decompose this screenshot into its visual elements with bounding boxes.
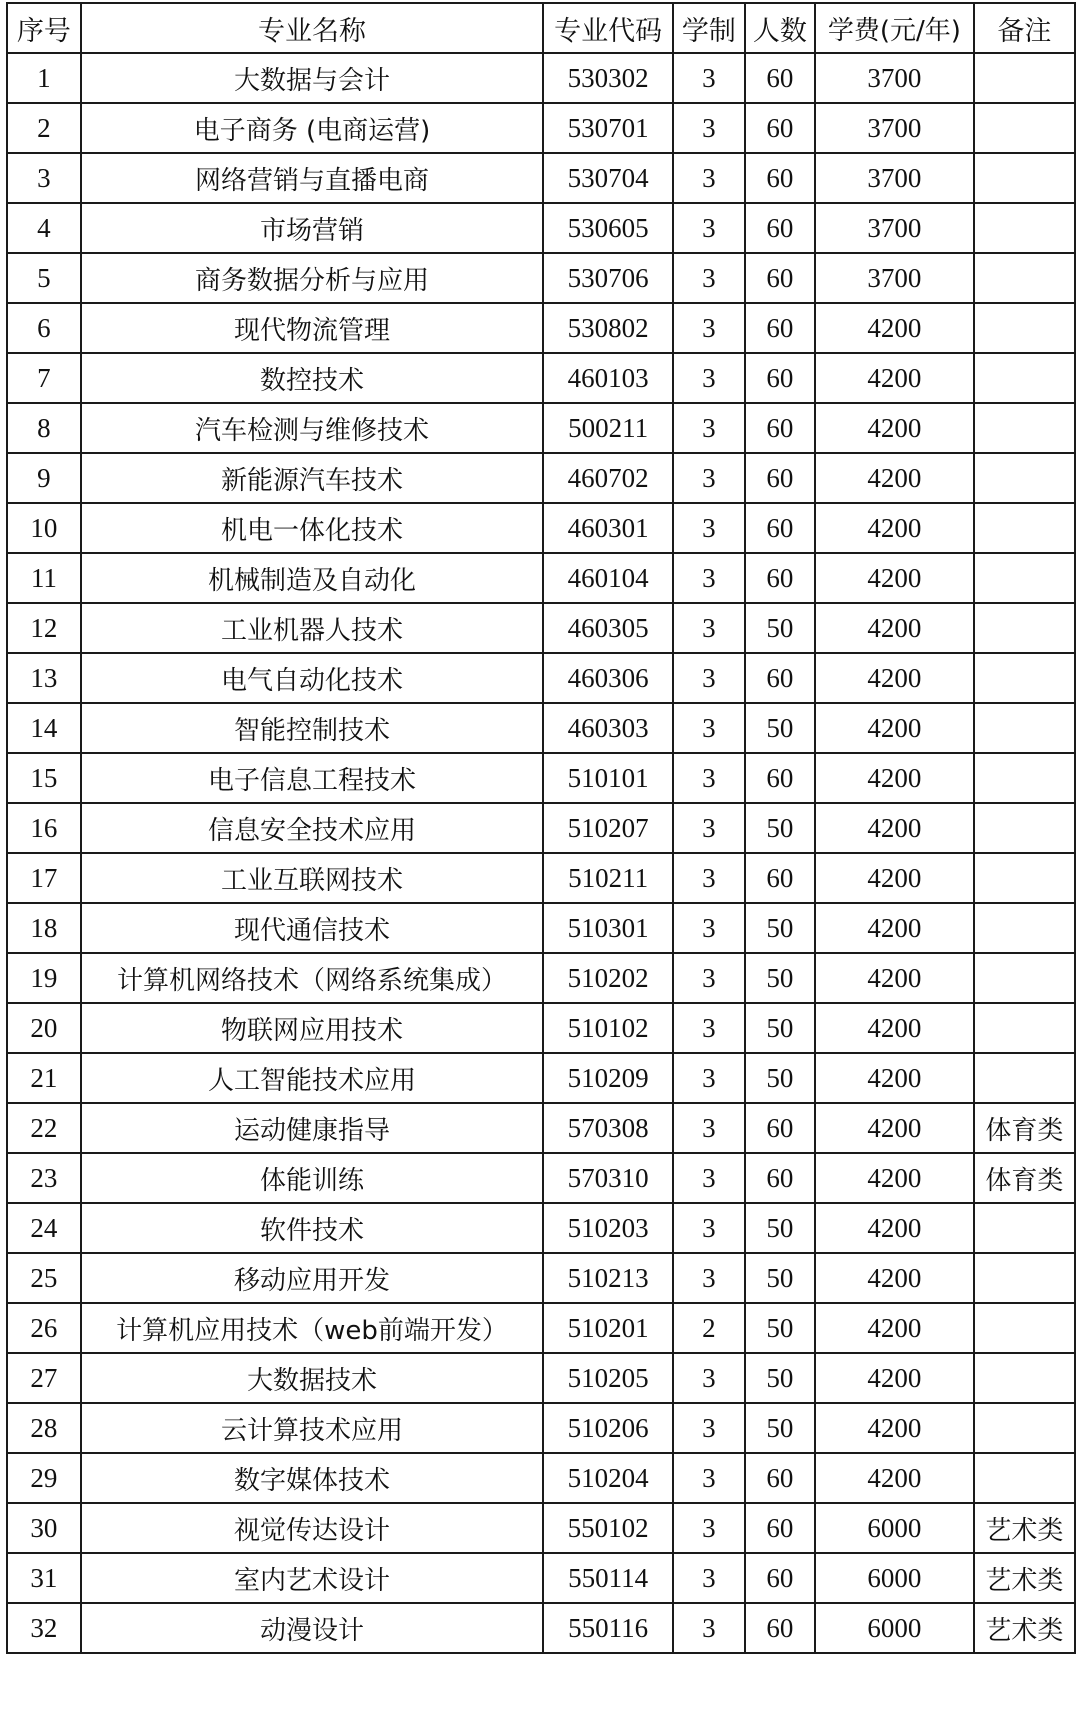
row-index: 3 <box>7 153 81 203</box>
header-major-code: 专业代码 <box>543 3 673 53</box>
tuition-fee: 4200 <box>815 1003 974 1053</box>
header-index: 序号 <box>7 3 81 53</box>
major-code: 570308 <box>543 1103 673 1153</box>
table-row <box>7 403 1075 453</box>
duration-years: 3 <box>673 703 745 753</box>
duration-years: 3 <box>673 503 745 553</box>
major-code: 510206 <box>543 1403 673 1453</box>
major-name: 运动健康指导 <box>81 1103 543 1153</box>
row-index: 15 <box>7 753 81 803</box>
tuition-fee: 4200 <box>815 1103 974 1153</box>
remarks <box>974 853 1075 903</box>
tuition-fee: 4200 <box>815 1353 974 1403</box>
table-row <box>7 1003 1075 1053</box>
duration-years: 2 <box>673 1303 745 1353</box>
major-code: 550116 <box>543 1603 673 1653</box>
table-row <box>7 853 1075 903</box>
remarks: 艺术类 <box>974 1503 1075 1553</box>
tuition-fee: 4200 <box>815 1453 974 1503</box>
tuition-fee: 3700 <box>815 153 974 203</box>
major-code: 460103 <box>543 353 673 403</box>
major-code: 510203 <box>543 1203 673 1253</box>
enrollment-quota: 60 <box>745 753 815 803</box>
major-code: 530701 <box>543 103 673 153</box>
tuition-fee: 4200 <box>815 1253 974 1303</box>
major-name: 智能控制技术 <box>81 703 543 753</box>
duration-years: 3 <box>673 403 745 453</box>
major-code: 530802 <box>543 303 673 353</box>
remarks <box>974 103 1075 153</box>
remarks <box>974 403 1075 453</box>
enrollment-quota: 50 <box>745 953 815 1003</box>
table-row <box>7 653 1075 703</box>
remarks <box>974 1303 1075 1353</box>
tuition-fee: 4200 <box>815 853 974 903</box>
duration-years: 3 <box>673 1603 745 1653</box>
row-index: 29 <box>7 1453 81 1503</box>
tuition-fee: 4200 <box>815 603 974 653</box>
row-index: 30 <box>7 1503 81 1553</box>
enrollment-quota: 60 <box>745 53 815 103</box>
row-index: 19 <box>7 953 81 1003</box>
tuition-fee: 4200 <box>815 403 974 453</box>
tuition-fee: 4200 <box>815 1303 974 1353</box>
remarks <box>974 753 1075 803</box>
duration-years: 3 <box>673 53 745 103</box>
duration-years: 3 <box>673 1453 745 1503</box>
remarks <box>974 703 1075 753</box>
enrollment-quota: 50 <box>745 1353 815 1403</box>
table-row <box>7 503 1075 553</box>
table-row <box>7 1253 1075 1303</box>
major-name: 机械制造及自动化 <box>81 553 543 603</box>
tuition-fee: 4200 <box>815 503 974 553</box>
duration-years: 3 <box>673 153 745 203</box>
table-row <box>7 1603 1075 1653</box>
header-duration: 学制 <box>673 3 745 53</box>
table-row <box>7 803 1075 853</box>
duration-years: 3 <box>673 103 745 153</box>
enrollment-quota: 60 <box>745 153 815 203</box>
row-index: 31 <box>7 1553 81 1603</box>
major-name: 大数据技术 <box>81 1353 543 1403</box>
row-index: 16 <box>7 803 81 853</box>
row-index: 5 <box>7 253 81 303</box>
major-name: 体能训练 <box>81 1153 543 1203</box>
row-index: 12 <box>7 603 81 653</box>
table-row <box>7 1303 1075 1353</box>
row-index: 28 <box>7 1403 81 1453</box>
row-index: 9 <box>7 453 81 503</box>
row-index: 4 <box>7 203 81 253</box>
major-code: 510101 <box>543 753 673 803</box>
major-code: 510207 <box>543 803 673 853</box>
duration-years: 3 <box>673 603 745 653</box>
major-name: 工业机器人技术 <box>81 603 543 653</box>
remarks <box>974 253 1075 303</box>
remarks <box>974 453 1075 503</box>
duration-years: 3 <box>673 1353 745 1403</box>
remarks: 艺术类 <box>974 1553 1075 1603</box>
major-code: 530605 <box>543 203 673 253</box>
remarks <box>974 1053 1075 1103</box>
major-code: 510301 <box>543 903 673 953</box>
row-index: 24 <box>7 1203 81 1253</box>
table-row <box>7 103 1075 153</box>
duration-years: 3 <box>673 803 745 853</box>
row-index: 20 <box>7 1003 81 1053</box>
major-code: 460104 <box>543 553 673 603</box>
major-name: 现代物流管理 <box>81 303 543 353</box>
table-row <box>7 153 1075 203</box>
major-name: 工业互联网技术 <box>81 853 543 903</box>
duration-years: 3 <box>673 303 745 353</box>
major-name: 物联网应用技术 <box>81 1003 543 1053</box>
enrollment-quota: 60 <box>745 853 815 903</box>
major-code: 530704 <box>543 153 673 203</box>
remarks <box>974 553 1075 603</box>
enrollment-quota: 60 <box>745 303 815 353</box>
table-row <box>7 453 1075 503</box>
enrollment-quota: 60 <box>745 553 815 603</box>
remarks <box>974 303 1075 353</box>
table-row <box>7 903 1075 953</box>
major-code: 460306 <box>543 653 673 703</box>
major-name: 新能源汽车技术 <box>81 453 543 503</box>
majors-table <box>6 2 1076 1654</box>
table-row <box>7 253 1075 303</box>
table-row <box>7 953 1075 1003</box>
remarks <box>974 603 1075 653</box>
duration-years: 3 <box>673 753 745 803</box>
major-name: 视觉传达设计 <box>81 1503 543 1553</box>
major-name: 汽车检测与维修技术 <box>81 403 543 453</box>
enrollment-quota: 60 <box>745 1103 815 1153</box>
header-row <box>7 3 1075 53</box>
row-index: 21 <box>7 1053 81 1103</box>
tuition-fee: 4200 <box>815 753 974 803</box>
tuition-fee: 3700 <box>815 103 974 153</box>
duration-years: 3 <box>673 1553 745 1603</box>
tuition-fee: 3700 <box>815 203 974 253</box>
enrollment-quota: 50 <box>745 1303 815 1353</box>
duration-years: 3 <box>673 453 745 503</box>
major-name: 市场营销 <box>81 203 543 253</box>
row-index: 6 <box>7 303 81 353</box>
major-name: 大数据与会计 <box>81 53 543 103</box>
enrollment-quota: 60 <box>745 403 815 453</box>
tuition-fee: 4200 <box>815 553 974 603</box>
enrollment-quota: 50 <box>745 1203 815 1253</box>
table-row <box>7 1103 1075 1153</box>
enrollment-quota: 60 <box>745 353 815 403</box>
tuition-fee: 6000 <box>815 1503 974 1553</box>
row-index: 17 <box>7 853 81 903</box>
duration-years: 3 <box>673 203 745 253</box>
duration-years: 3 <box>673 1053 745 1103</box>
table-row <box>7 353 1075 403</box>
enrollment-quota: 50 <box>745 703 815 753</box>
tuition-fee: 4200 <box>815 703 974 753</box>
major-code: 500211 <box>543 403 673 453</box>
major-code: 530302 <box>543 53 673 103</box>
major-code: 510204 <box>543 1453 673 1503</box>
enrollment-quota: 60 <box>745 1503 815 1553</box>
remarks <box>974 153 1075 203</box>
table-row <box>7 203 1075 253</box>
row-index: 23 <box>7 1153 81 1203</box>
duration-years: 3 <box>673 1203 745 1253</box>
enrollment-quota: 60 <box>745 203 815 253</box>
enrollment-quota: 60 <box>745 653 815 703</box>
major-code: 510209 <box>543 1053 673 1103</box>
duration-years: 3 <box>673 1403 745 1453</box>
table-row <box>7 1403 1075 1453</box>
row-index: 27 <box>7 1353 81 1403</box>
tuition-fee: 4200 <box>815 653 974 703</box>
tuition-fee: 4200 <box>815 1203 974 1253</box>
major-name: 软件技术 <box>81 1203 543 1253</box>
major-name: 云计算技术应用 <box>81 1403 543 1453</box>
major-name: 电气自动化技术 <box>81 653 543 703</box>
tuition-fee: 6000 <box>815 1603 974 1653</box>
duration-years: 3 <box>673 953 745 1003</box>
tuition-fee: 4200 <box>815 1153 974 1203</box>
table-body <box>7 53 1075 1653</box>
enrollment-quota: 50 <box>745 803 815 853</box>
duration-years: 3 <box>673 353 745 403</box>
row-index: 11 <box>7 553 81 603</box>
table-row <box>7 1053 1075 1103</box>
major-name: 机电一体化技术 <box>81 503 543 553</box>
enrollment-quota: 60 <box>745 1553 815 1603</box>
major-code: 550114 <box>543 1553 673 1603</box>
remarks <box>974 1003 1075 1053</box>
remarks <box>974 353 1075 403</box>
major-code: 550102 <box>543 1503 673 1553</box>
major-code: 510202 <box>543 953 673 1003</box>
major-name: 人工智能技术应用 <box>81 1053 543 1103</box>
major-name: 网络营销与直播电商 <box>81 153 543 203</box>
table-row <box>7 753 1075 803</box>
remarks <box>974 653 1075 703</box>
row-index: 2 <box>7 103 81 153</box>
enrollment-quota: 50 <box>745 1403 815 1453</box>
major-name: 室内艺术设计 <box>81 1553 543 1603</box>
remarks <box>974 503 1075 553</box>
major-name: 电子信息工程技术 <box>81 753 543 803</box>
major-name: 信息安全技术应用 <box>81 803 543 853</box>
duration-years: 3 <box>673 1253 745 1303</box>
remarks <box>974 1353 1075 1403</box>
row-index: 13 <box>7 653 81 703</box>
table-row <box>7 1353 1075 1403</box>
row-index: 7 <box>7 353 81 403</box>
major-name: 动漫设计 <box>81 1603 543 1653</box>
major-code: 570310 <box>543 1153 673 1203</box>
major-code: 460702 <box>543 453 673 503</box>
major-code: 460305 <box>543 603 673 653</box>
header-remarks: 备注 <box>974 3 1075 53</box>
remarks <box>974 53 1075 103</box>
table-row <box>7 553 1075 603</box>
major-code: 510205 <box>543 1353 673 1403</box>
tuition-fee: 4200 <box>815 303 974 353</box>
major-name: 现代通信技术 <box>81 903 543 953</box>
header-major-name: 专业名称 <box>81 3 543 53</box>
remarks <box>974 1253 1075 1303</box>
duration-years: 3 <box>673 1103 745 1153</box>
table-row <box>7 303 1075 353</box>
row-index: 22 <box>7 1103 81 1153</box>
table-row <box>7 1503 1075 1553</box>
duration-years: 3 <box>673 1003 745 1053</box>
tuition-fee: 4200 <box>815 453 974 503</box>
row-index: 10 <box>7 503 81 553</box>
tuition-fee: 4200 <box>815 803 974 853</box>
row-index: 25 <box>7 1253 81 1303</box>
row-index: 18 <box>7 903 81 953</box>
duration-years: 3 <box>673 853 745 903</box>
table-row <box>7 1203 1075 1253</box>
major-code: 460301 <box>543 503 673 553</box>
major-name: 移动应用开发 <box>81 1253 543 1303</box>
tuition-fee: 4200 <box>815 1053 974 1103</box>
enrollment-quota: 60 <box>745 1453 815 1503</box>
major-name: 电子商务 (电商运营) <box>81 103 543 153</box>
row-index: 8 <box>7 403 81 453</box>
major-code: 510201 <box>543 1303 673 1353</box>
enrollment-quota: 50 <box>745 1253 815 1303</box>
remarks <box>974 1403 1075 1453</box>
row-index: 1 <box>7 53 81 103</box>
major-code: 510102 <box>543 1003 673 1053</box>
duration-years: 3 <box>673 1503 745 1553</box>
remarks <box>974 203 1075 253</box>
major-name: 数字媒体技术 <box>81 1453 543 1503</box>
header-quota: 人数 <box>745 3 815 53</box>
remarks <box>974 1203 1075 1253</box>
major-code: 460303 <box>543 703 673 753</box>
remarks <box>974 953 1075 1003</box>
tuition-fee: 4200 <box>815 1403 974 1453</box>
enrollment-quota: 50 <box>745 903 815 953</box>
enrollment-quota: 60 <box>745 453 815 503</box>
tuition-fee: 4200 <box>815 903 974 953</box>
major-code: 530706 <box>543 253 673 303</box>
table-row <box>7 1153 1075 1203</box>
duration-years: 3 <box>673 253 745 303</box>
major-name: 计算机网络技术（网络系统集成） <box>81 953 543 1003</box>
row-index: 26 <box>7 1303 81 1353</box>
tuition-fee: 4200 <box>815 353 974 403</box>
tuition-fee: 3700 <box>815 253 974 303</box>
duration-years: 3 <box>673 653 745 703</box>
enrollment-quota: 50 <box>745 603 815 653</box>
remarks: 体育类 <box>974 1103 1075 1153</box>
duration-years: 3 <box>673 903 745 953</box>
enrollment-quota: 60 <box>745 253 815 303</box>
enrollment-quota: 60 <box>745 103 815 153</box>
major-name: 数控技术 <box>81 353 543 403</box>
table-row <box>7 53 1075 103</box>
tuition-fee: 6000 <box>815 1553 974 1603</box>
major-code: 510211 <box>543 853 673 903</box>
major-name: 计算机应用技术（web前端开发） <box>81 1303 543 1353</box>
tuition-fee: 3700 <box>815 53 974 103</box>
major-name: 商务数据分析与应用 <box>81 253 543 303</box>
enrollment-quota: 60 <box>745 1603 815 1653</box>
table-row <box>7 603 1075 653</box>
table-row <box>7 703 1075 753</box>
table-row <box>7 1453 1075 1503</box>
remarks: 体育类 <box>974 1153 1075 1203</box>
enrollment-quota: 50 <box>745 1053 815 1103</box>
duration-years: 3 <box>673 553 745 603</box>
duration-years: 3 <box>673 1153 745 1203</box>
header-tuition: 学费(元/年) <box>815 3 974 53</box>
row-index: 32 <box>7 1603 81 1653</box>
enrollment-quota: 60 <box>745 503 815 553</box>
enrollment-quota: 60 <box>745 1153 815 1203</box>
remarks <box>974 903 1075 953</box>
table-row <box>7 1553 1075 1603</box>
remarks <box>974 803 1075 853</box>
row-index: 14 <box>7 703 81 753</box>
remarks <box>974 1453 1075 1503</box>
remarks: 艺术类 <box>974 1603 1075 1653</box>
enrollment-quota: 50 <box>745 1003 815 1053</box>
major-code: 510213 <box>543 1253 673 1303</box>
tuition-fee: 4200 <box>815 953 974 1003</box>
